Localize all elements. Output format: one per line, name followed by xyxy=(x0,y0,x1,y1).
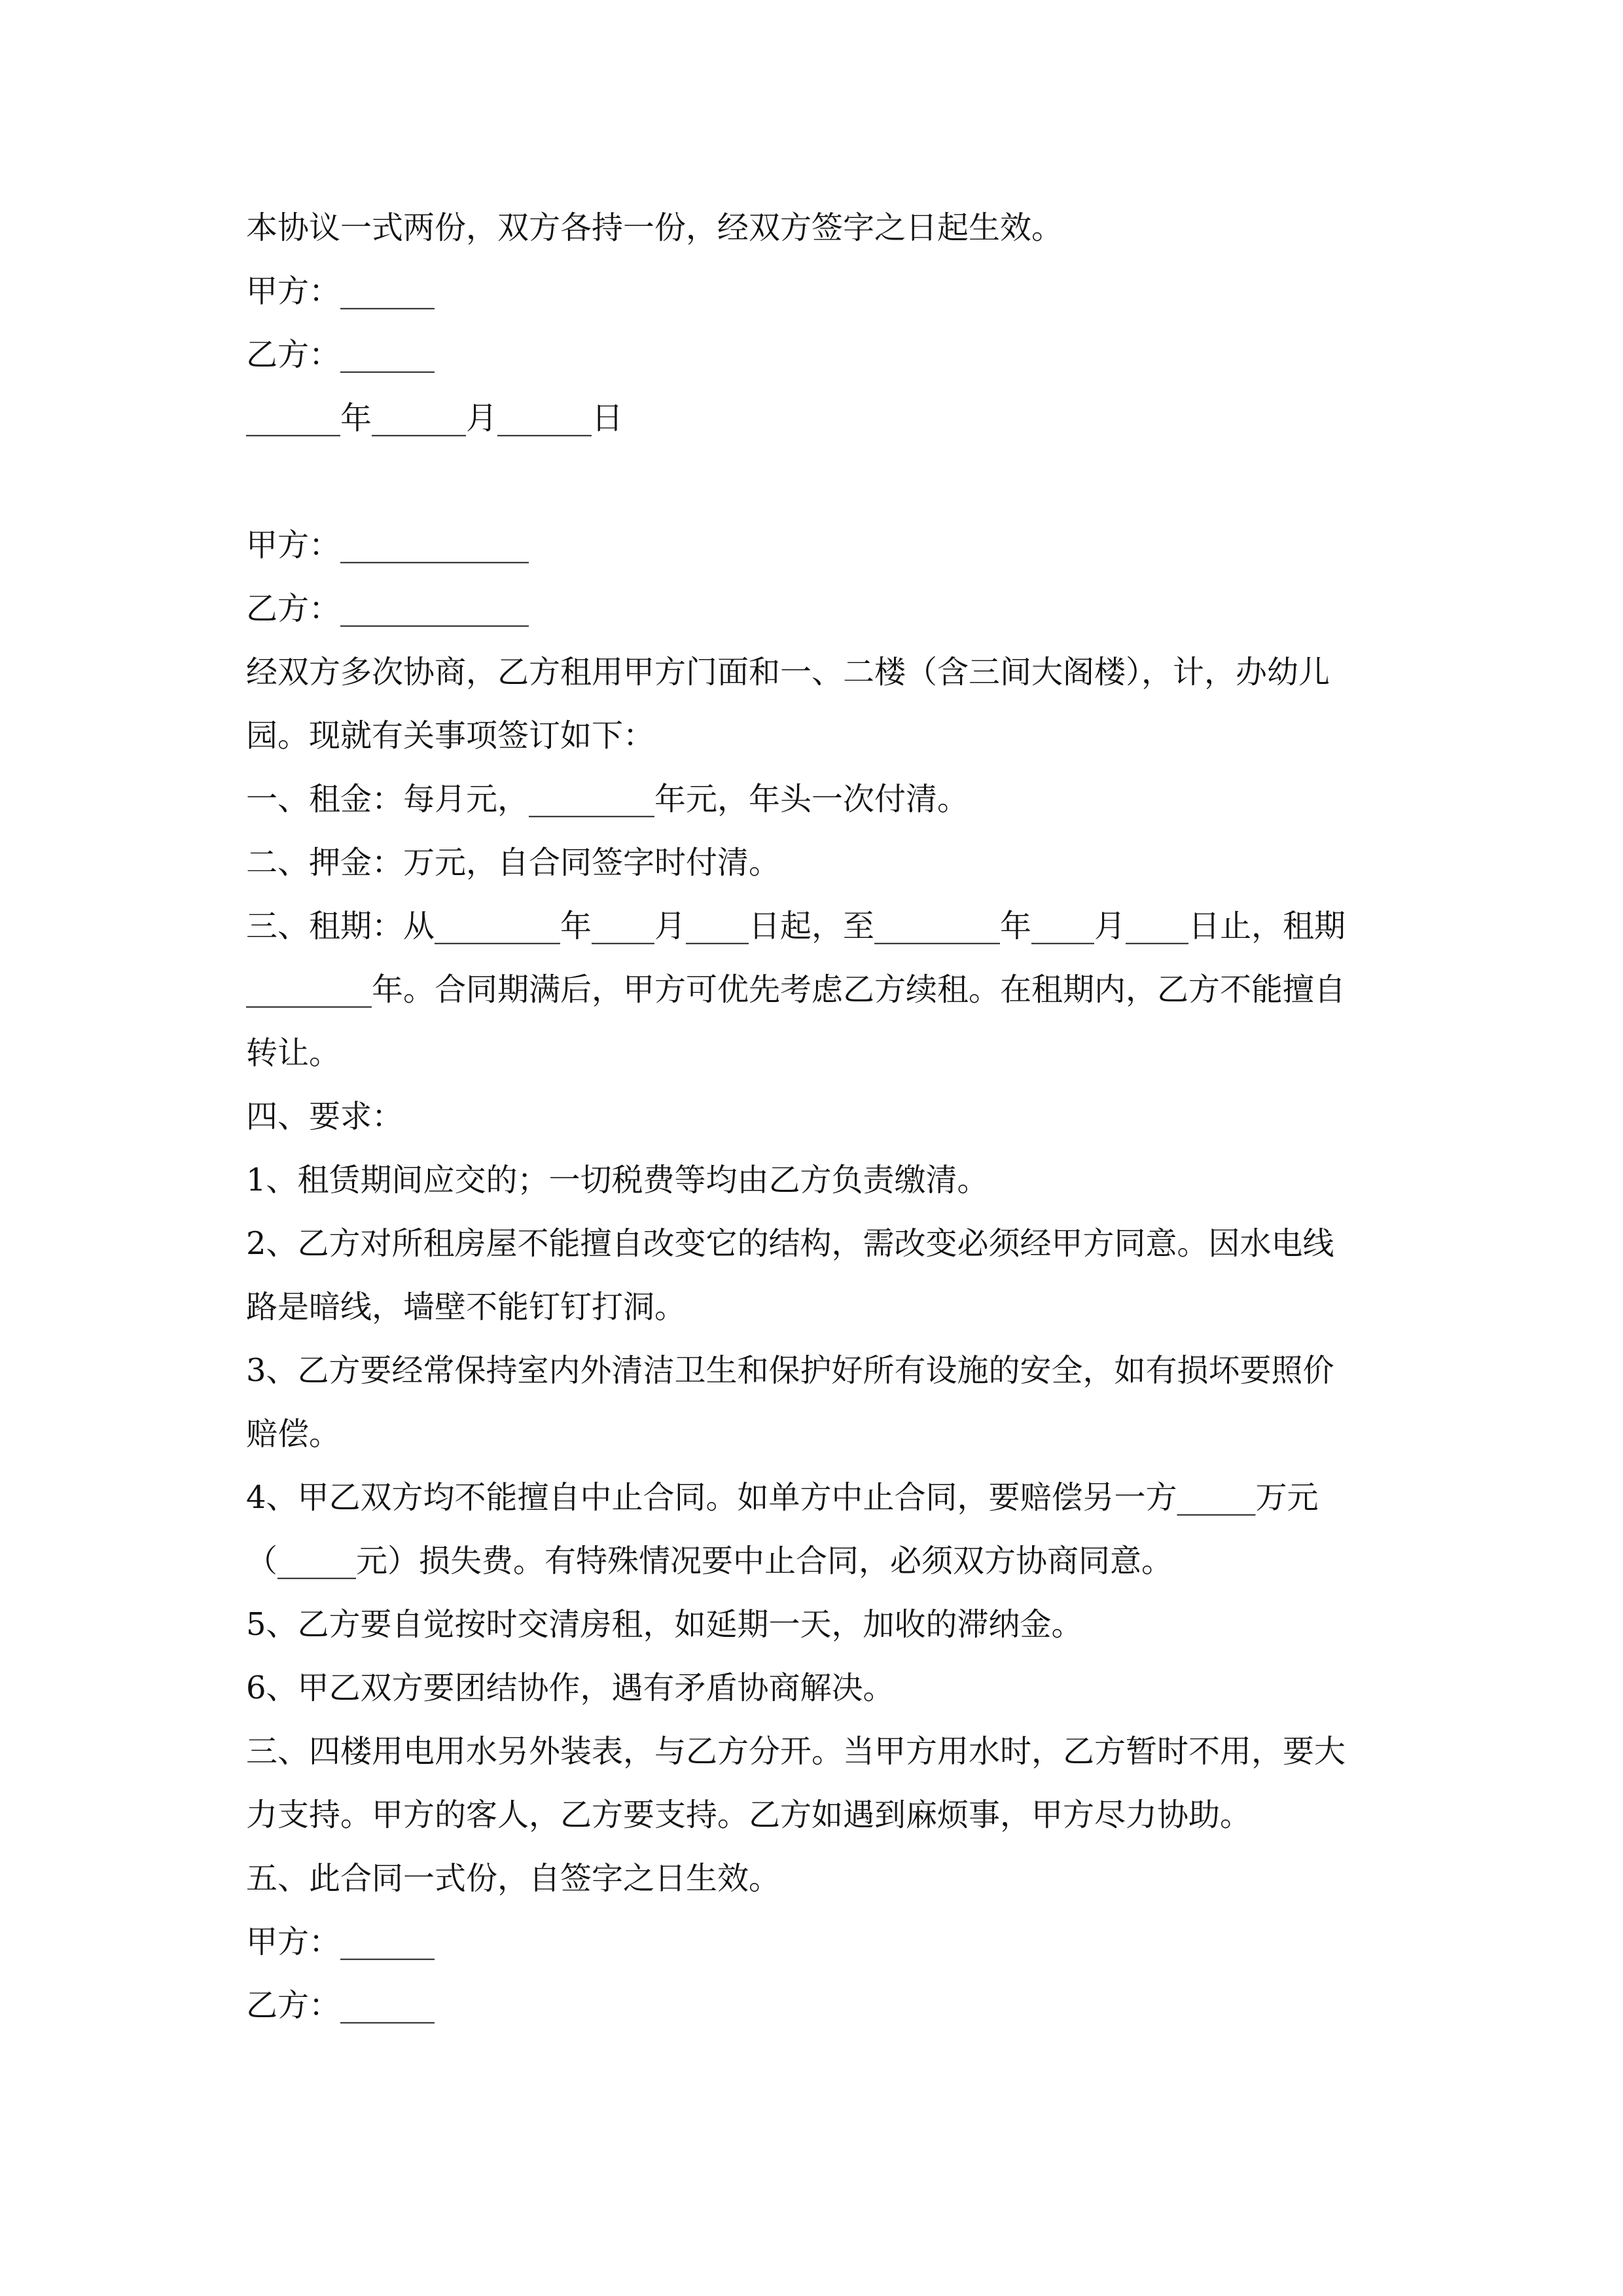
clause-effective: 五、此合同一式份，自签字之日生效。 xyxy=(246,1860,781,1897)
clause-term-line-3: 转让。 xyxy=(246,1035,341,1071)
requirement-5: 5、乙方要自觉按时交清房租，如延期一天，加收的滞纳金。 xyxy=(246,1606,1083,1643)
requirement-3-line-1: 3、乙方要经常保持室内外清洁卫生和保护好所有设施的安全，如有损坏要照价 xyxy=(246,1352,1334,1389)
utilities-clause-line-1: 三、四楼用电用水另外装表，与乙方分开。当甲方用水时，乙方暂时不用，要大 xyxy=(246,1733,1346,1770)
party-b-name: 乙方：____________ xyxy=(246,590,529,627)
requirement-2-line-1: 2、乙方对所租房屋不能擅自改变它的结构，需改变必须经甲方同意。因水电线 xyxy=(246,1225,1334,1262)
utilities-clause-line-2: 力支持。甲方的客人，乙方要支持。乙方如遇到麻烦事，甲方尽力协助。 xyxy=(246,1797,1252,1833)
requirement-1: 1、租赁期间应交的；一切税费等均由乙方负责缴清。 xyxy=(246,1162,989,1198)
clause-deposit: 二、押金：万元，自合同签字时付清。 xyxy=(246,844,781,881)
requirement-4-line-2: （_____元）损失费。有特殊情况要中止合同，必须双方协商同意。 xyxy=(246,1543,1173,1579)
requirement-6: 6、甲乙双方要团结协作，遇有矛盾协商解决。 xyxy=(246,1670,895,1706)
requirement-3-line-2: 赔偿。 xyxy=(246,1416,341,1452)
requirement-2-line-2: 路是暗线，墙壁不能钉钉打洞。 xyxy=(246,1289,687,1325)
clause-term-line-2: ________年。合同期满后，甲方可优先考虑乙方续租。在租期内，乙方不能擅自 xyxy=(246,971,1346,1008)
party-a-signature: 甲方：______ xyxy=(246,273,435,310)
party-b-signature: 乙方：______ xyxy=(246,336,435,373)
intro-paragraph-line-2: 园。现就有关事项签订如下： xyxy=(246,717,655,754)
final-party-b-signature: 乙方：______ xyxy=(246,1987,435,2024)
clause-requirements-heading: 四、要求： xyxy=(246,1098,404,1135)
intro-paragraph-line-1: 经双方多次协商，乙方租用甲方门面和一、二楼（含三间大阁楼），计，办幼儿 xyxy=(246,654,1330,691)
final-party-a-signature: 甲方：______ xyxy=(246,1924,435,1960)
requirement-4-line-1: 4、甲乙双方均不能擅自中止合同。如单方中止合同，要赔偿另一方_____万元 xyxy=(246,1479,1319,1516)
effective-clause: 本协议一式两份，双方各持一份，经双方签字之日起生效。 xyxy=(246,209,1063,246)
clause-term-line-1: 三、租期：从________年____月____日起，至________年____月____日止，租期 xyxy=(246,908,1346,944)
clause-rent: 一、租金：每月元，________年元，年头一次付清。 xyxy=(246,781,969,817)
spacer xyxy=(246,450,1378,514)
document-body xyxy=(246,196,1378,2037)
signing-date: ______年______月______日 xyxy=(246,400,624,437)
party-a-name: 甲方：____________ xyxy=(246,527,529,564)
